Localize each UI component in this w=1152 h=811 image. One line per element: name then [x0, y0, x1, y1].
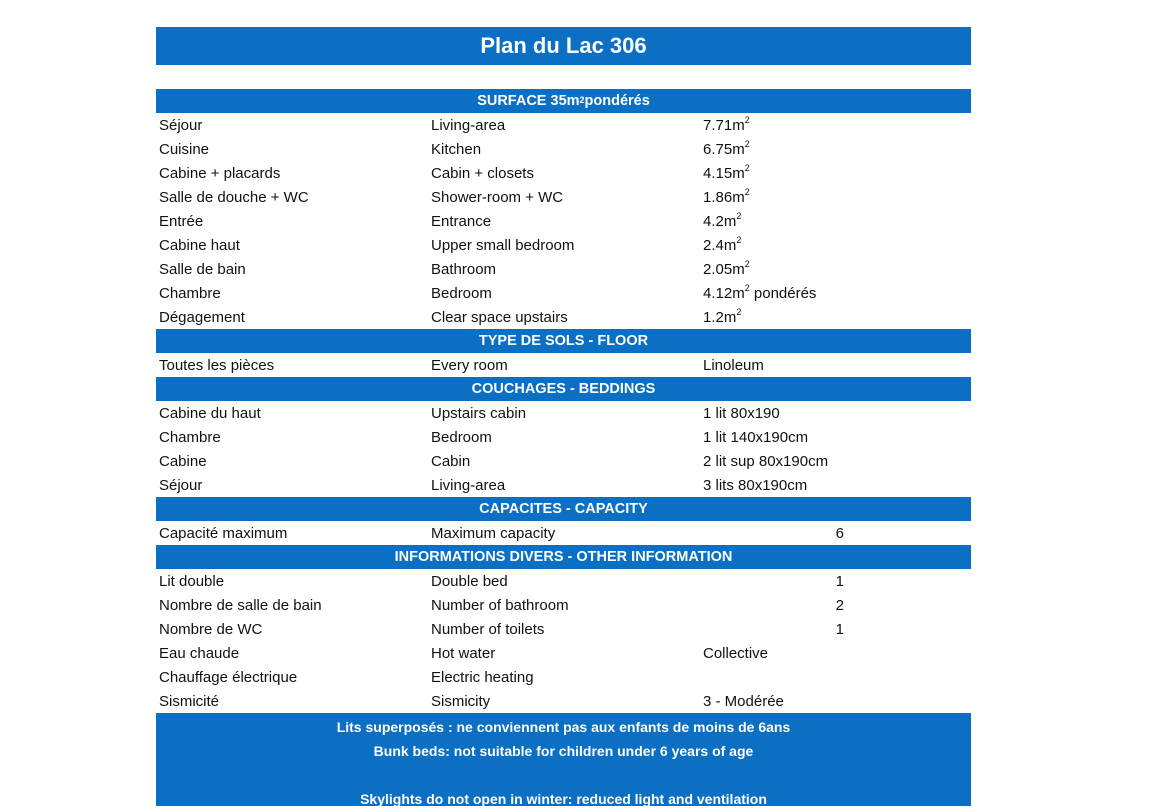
- value-text: 2.05m: [703, 260, 745, 278]
- row-label-fr: Chambre: [159, 428, 221, 446]
- row-label-fr: Lit double: [159, 572, 225, 590]
- value-suffix: pondérés: [749, 284, 817, 302]
- row-value: 1: [835, 620, 844, 638]
- table-row: [156, 449, 971, 473]
- row-value: 3 lits 80x190cm: [703, 476, 808, 494]
- page-title-text: Plan du Lac 306: [480, 33, 647, 58]
- table-row: [156, 281, 971, 305]
- table-row: [156, 425, 971, 449]
- row-label-en: Entrance: [431, 212, 492, 230]
- row-label-en: Number of toilets: [431, 620, 545, 638]
- row-label-fr: Entrée: [159, 212, 204, 230]
- row-label-fr: Cabine haut: [159, 236, 240, 254]
- value-text: 4.12m: [703, 284, 745, 302]
- beddings-header-text: COUCHAGES - BEDDINGS: [471, 381, 656, 397]
- row-label-fr: Séjour: [159, 476, 203, 494]
- capacity-header-text: CAPACITES - CAPACITY: [479, 501, 648, 517]
- value-sup: 2: [736, 210, 742, 221]
- row-label-en: Bedroom: [431, 284, 492, 302]
- row-label-fr: Capacité maximum: [159, 524, 288, 542]
- table-row: [156, 617, 971, 641]
- table-row: [156, 137, 971, 161]
- row-label-fr: Cabine du haut: [159, 404, 261, 422]
- row-value: Collective: [703, 644, 769, 662]
- row-label-en: Number of bathroom: [431, 596, 569, 614]
- footer-notes: [156, 713, 971, 806]
- section-header-capacity: [156, 497, 971, 521]
- row-label-en: Cabin + closets: [431, 164, 534, 182]
- row-label-en: Bedroom: [431, 428, 492, 446]
- value-text: 2.4m: [703, 236, 737, 254]
- note-bunk-beds-en: Bunk beds: not suitable for children under 6 years of age: [373, 743, 754, 759]
- row-label-fr: Cabine + placards: [159, 164, 281, 182]
- row-value: 1: [835, 572, 844, 590]
- row-label-fr: Chambre: [159, 284, 221, 302]
- row-label-fr: Salle de bain: [159, 260, 246, 278]
- row-label-fr: Dégagement: [159, 308, 245, 326]
- value-text: 4.15m: [703, 164, 745, 182]
- table-row: [156, 689, 971, 713]
- row-label-fr: Cuisine: [159, 140, 210, 158]
- row-label-en: Every room: [431, 356, 508, 374]
- row-value: [700, 114, 971, 134]
- row-value: Linoleum: [703, 356, 764, 374]
- value-sup: 2: [736, 234, 742, 245]
- row-value: [700, 258, 971, 278]
- value-sup: 2: [744, 258, 750, 269]
- value-sup: 2: [744, 282, 750, 293]
- section-header-floor: [156, 329, 971, 353]
- table-row: [156, 569, 971, 593]
- row-label-en: Bathroom: [431, 260, 497, 278]
- row-label-en: Living-area: [431, 116, 506, 134]
- table-row: [156, 521, 971, 545]
- floor-header-text: TYPE DE SOLS - FLOOR: [478, 333, 649, 349]
- row-label-en: Maximum capacity: [431, 524, 556, 542]
- value-text: 1.86m: [703, 188, 745, 206]
- row-value: 1 lit 140x190cm: [703, 428, 809, 446]
- value-text: 6.75m: [703, 140, 745, 158]
- row-label-en: Clear space upstairs: [431, 308, 568, 326]
- note-bunk-beds-fr: Lits superposés : ne conviennent pas aux enfants de moins de 6ans: [336, 719, 791, 735]
- row-value: 2 lit sup 80x190cm: [703, 452, 829, 470]
- row-label-fr: Sismicité: [159, 692, 220, 710]
- row-label-fr: Eau chaude: [159, 644, 240, 662]
- row-label-en: Electric heating: [431, 668, 534, 686]
- other-header-text: INFORMATIONS DIVERS - OTHER INFORMATION: [394, 549, 733, 565]
- section-header-surface: SURFACE 35m $^2$ pondérés: [156, 89, 971, 113]
- table-row: [156, 161, 971, 185]
- row-value: 3 - Modérée: [703, 692, 784, 710]
- note-spacer: [156, 763, 971, 787]
- row-label-en: Upstairs cabin: [431, 404, 527, 422]
- row-value: [700, 282, 971, 302]
- row-label-en: Living-area: [431, 476, 506, 494]
- section-header-beddings: [156, 377, 971, 401]
- value-sup: 2: [744, 186, 750, 197]
- spacer: [156, 65, 971, 89]
- table-row: [156, 257, 971, 281]
- row-label-fr: Salle de douche + WC: [159, 188, 309, 206]
- row-label-fr: Chauffage électrique: [159, 668, 298, 686]
- note-skylights: Skylights do not open in winter: reduced light and ventilation: [360, 791, 767, 807]
- value-text: 4.2m: [703, 212, 737, 230]
- table-row: [156, 233, 971, 257]
- row-value: [700, 138, 971, 158]
- surface-header-suffix: pondérés: [584, 93, 650, 109]
- value-text: 1.2m: [703, 308, 737, 326]
- row-value: 6: [835, 524, 844, 542]
- table-row: [156, 353, 971, 377]
- table-row: [156, 305, 971, 329]
- table-row: [156, 593, 971, 617]
- table-row: [156, 209, 971, 233]
- row-label-fr: Cabine: [159, 452, 207, 470]
- row-label-en: Cabin: [431, 452, 471, 470]
- row-label-fr: Nombre de WC: [159, 620, 263, 638]
- section-header-other: [156, 545, 971, 569]
- value-text: 7.71m: [703, 116, 745, 134]
- row-label-en: Double bed: [431, 572, 508, 590]
- row-value: [700, 186, 971, 206]
- row-value: 2: [835, 596, 844, 614]
- surface-rows: [156, 113, 971, 329]
- value-sup: 2: [744, 162, 750, 173]
- row-value: [700, 306, 971, 326]
- row-value: [700, 234, 971, 254]
- value-sup: 2: [744, 114, 750, 125]
- row-label-en: Hot water: [431, 644, 496, 662]
- info-sheet: [156, 27, 971, 806]
- page-title: [156, 27, 971, 65]
- table-row: [156, 185, 971, 209]
- row-value: [700, 162, 971, 182]
- table-row: [156, 473, 971, 497]
- row-label-en: Sismicity: [431, 692, 491, 710]
- table-row: [156, 401, 971, 425]
- row-value: [700, 210, 971, 230]
- surface-header-text: SURFACE 35m: [477, 93, 580, 109]
- row-label-fr: Nombre de salle de bain: [159, 596, 322, 614]
- table-row: [156, 641, 971, 665]
- row-label-fr: Toutes les pièces: [159, 356, 275, 374]
- row-label-en: Kitchen: [431, 140, 482, 158]
- row-value: 1 lit 80x190: [703, 404, 780, 422]
- row-label-en: Upper small bedroom: [431, 236, 575, 254]
- value-sup: 2: [744, 138, 750, 149]
- row-label-fr: Séjour: [159, 116, 203, 134]
- row-label-en: Shower-room + WC: [431, 188, 564, 206]
- table-row: [156, 665, 971, 689]
- table-row: [156, 113, 971, 137]
- value-sup: 2: [736, 306, 742, 317]
